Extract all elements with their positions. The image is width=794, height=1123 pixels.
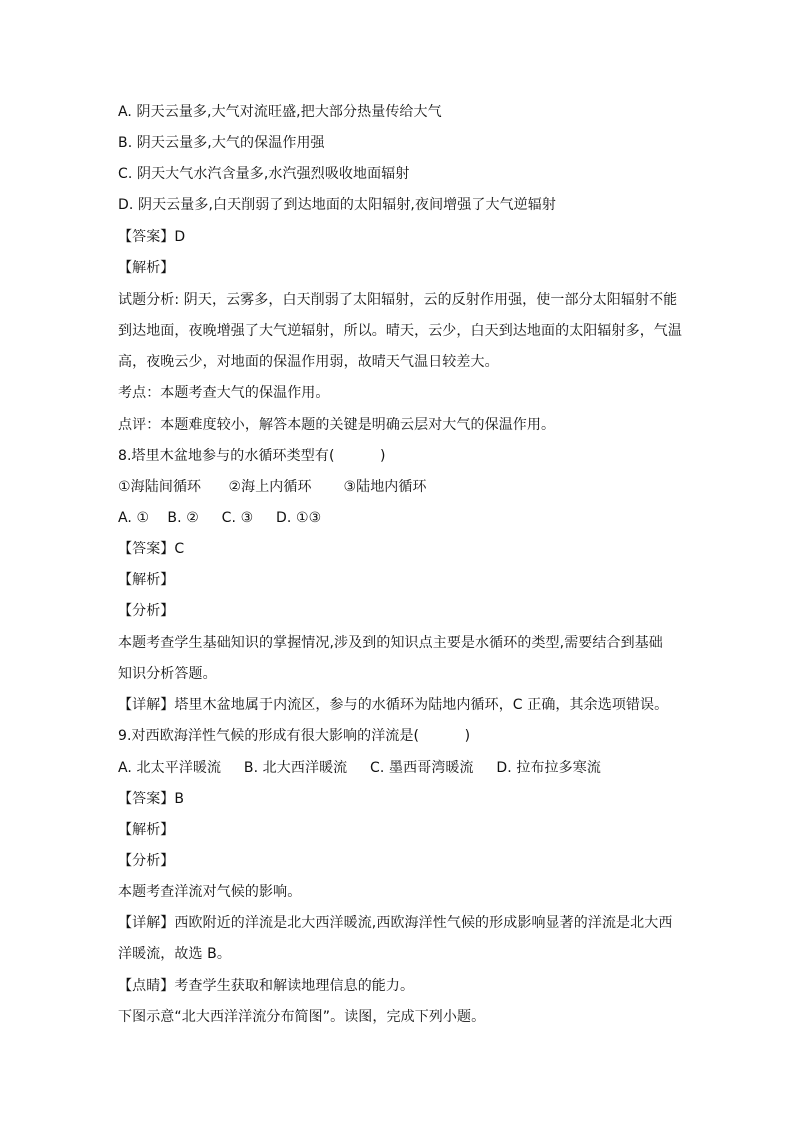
highlight-line: 【点睛】考查学生获取和解读地理信息的能力。	[118, 978, 415, 994]
fenxi-text-line: 本题考查学生基础知识的掌握情况,涉及到的知识点主要是水循环的类型,需要结合到基础	[118, 635, 663, 651]
question-8-line: 8.塔里木盆地参与的水循环类型有( )	[118, 448, 386, 464]
analysis-heading: 【解析】	[118, 260, 175, 276]
q8-items-line: ①海陆间循环 ②海上内循环 ③陆地内循环	[118, 479, 427, 495]
analysis-heading: 【解析】	[118, 822, 175, 838]
option-d-line: D. 阴天云量多,白天削弱了到达地面的太阳辐射,夜间增强了大气逆辐射	[118, 197, 556, 213]
analysis-text-line: 试题分析: 阴天，云雾多，白天削弱了太阳辐射，云的反射作用强，使一部分太阳辐射不能	[118, 292, 678, 308]
answer-line: 【答案】C	[118, 541, 185, 557]
comment-line: 点评：本题难度较小，解答本题的关键是明确云层对大气的保温作用。	[118, 417, 556, 433]
analysis-text-line: 高，夜晚云少，对地面的保温作用弱，故晴天气温日较差大。	[118, 354, 499, 370]
q9-options-line: A. 北太平洋暖流 B. 北大西洋暖流 C. 墨西哥湾暖流 D. 拉布拉多寒流	[118, 760, 601, 776]
detail-line: 【详解】西欧附近的洋流是北大西洋暖流,西欧海洋性气候的形成影响显著的洋流是北大西	[118, 915, 673, 931]
fenxi-text-line: 知识分析答题。	[118, 666, 217, 682]
fenxi-heading: 【分析】	[118, 603, 175, 619]
option-a-line: A. 阴天云量多,大气对流旺盛,把大部分热量传给大气	[118, 104, 442, 120]
option-c-line: C. 阴天大气水汽含量多,水汽强烈吸收地面辐射	[118, 166, 410, 182]
detail-line: 洋暖流，故选 B。	[118, 946, 231, 962]
answer-line: 【答案】B	[118, 791, 185, 807]
analysis-text-line: 到达地面，夜晚增强了大气逆辐射，所以。晴天，云少，白天到达地面的太阳辐射多，气温	[118, 323, 682, 339]
option-b-line: B. 阴天云量多,大气的保温作用强	[118, 135, 325, 151]
question-9-line: 9.对西欧海洋性气候的形成有很大影响的洋流是( )	[118, 728, 471, 744]
answer-line: 【答案】D	[118, 229, 186, 245]
figure-intro-line: 下图示意“北大西洋洋流分布简图”。读图，完成下列小题。	[118, 1009, 486, 1025]
test-point-line: 考点：本题考查大气的保温作用。	[118, 385, 330, 401]
fenxi-text-line: 本题考查洋流对气候的影响。	[118, 884, 302, 900]
q8-options-line: A. ① B. ② C. ③ D. ①③	[118, 510, 322, 526]
detail-line: 【详解】塔里木盆地属于内流区，参与的水循环为陆地内循环，C 正确，其余选项错误。	[118, 697, 669, 713]
fenxi-heading: 【分析】	[118, 853, 175, 869]
analysis-heading: 【解析】	[118, 572, 175, 588]
